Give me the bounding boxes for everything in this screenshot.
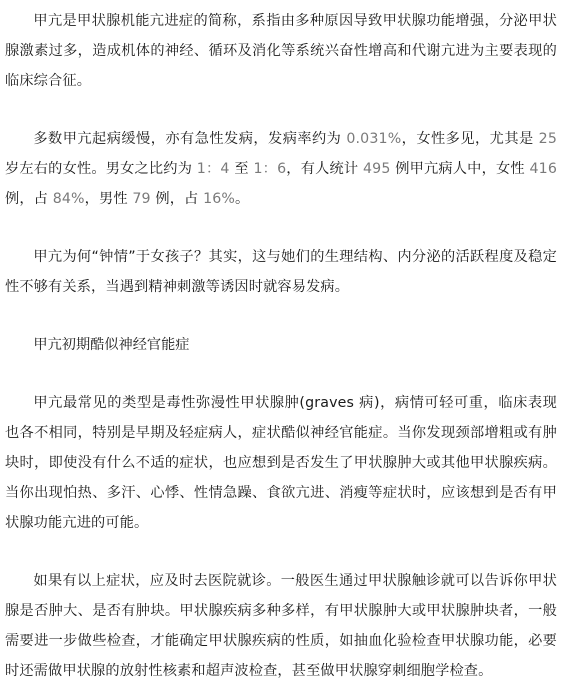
article-body — [5, 6, 557, 686]
stat-text: 多数甲亢起病缓慢，亦有急性发病，发病率约为 — [33, 131, 347, 147]
stat-text: ，有人统计 — [286, 161, 363, 177]
ratio-low-prefix: 1： — [196, 161, 221, 177]
paragraph-female-prevalence: 甲亢为何“钟情”于女孩子？其实，这与她们的生理结构、内分泌的活跃程度及稳定性不够有关系，当遇到精神刺激等诱因时就容易发病。 — [5, 249, 557, 295]
peak-age: 25 — [538, 131, 558, 147]
stat-text: ，女性多见，尤其是 — [401, 131, 539, 147]
male-percent: 16% — [203, 191, 236, 207]
stat-text: 岁左右的女性。男女之比约为 — [5, 161, 197, 177]
male-cases: 79 — [132, 191, 151, 207]
stat-text: 例甲亢病人中，女性 — [390, 161, 530, 177]
section-heading: 甲亢初期酷似神经官能症 — [33, 337, 190, 353]
paragraph-definition: 甲亢是甲状腺机能亢进症的简称，系指由多种原因导致甲状腺功能增强，分泌甲状腺激素过多，造成机体的神经、循环及消化等系统兴奋性增高和代谢亢进为主要表现的临床综合征。 — [5, 13, 557, 89]
ratio-high-prefix: 1： — [253, 161, 278, 177]
stat-text: ，男性 — [84, 191, 133, 207]
stat-text: 。 — [235, 191, 250, 207]
paragraph-diagnosis: 如果有以上症状，应及时去医院就诊。一般医生通过甲状腺触诊就可以告诉你甲状腺是否肿大、是否有肿块。甲状腺疾病多种多样，有甲状腺肿大或甲状腺肿块者，一般需要进一步做些检查，才能确定甲状腺疾病的性质，如抽血化验检查甲状腺功能，必要时还需做甲状腺的放射性核素和超声波检查，甚至做甲状腺穿刺细胞学检查。 — [5, 573, 557, 679]
ratio-low-value: 4 — [220, 161, 230, 177]
paragraph-early-symptoms: 甲亢最常见的类型是毒性弥漫性甲状腺肿(graves 病)，病情可轻可重，临床表现也各不相同，特别是早期及轻症病人，症状酷似神经官能症。当你发现颈部增粗或有肿块时，即使没有什么不适的症状，也应想到是否发生了甲状腺肿大或其他甲状腺疾病。当你出现怕热、多汗、心悸、性情急躁、食欲亢进、消瘦等症状时，应该想到是否有甲状腺功能亢进的可能。 — [5, 395, 557, 531]
total-cases: 495 — [362, 161, 391, 177]
ratio-high-value: 6 — [277, 161, 287, 177]
female-percent: 84% — [52, 191, 85, 207]
female-cases: 416 — [529, 161, 557, 177]
paragraph-statistics — [5, 124, 557, 214]
stat-text: 例，占 — [5, 191, 53, 207]
stat-text: 至 — [229, 161, 254, 177]
stat-text: 例，占 — [150, 191, 204, 207]
incidence-rate: 0.031% — [346, 131, 402, 147]
